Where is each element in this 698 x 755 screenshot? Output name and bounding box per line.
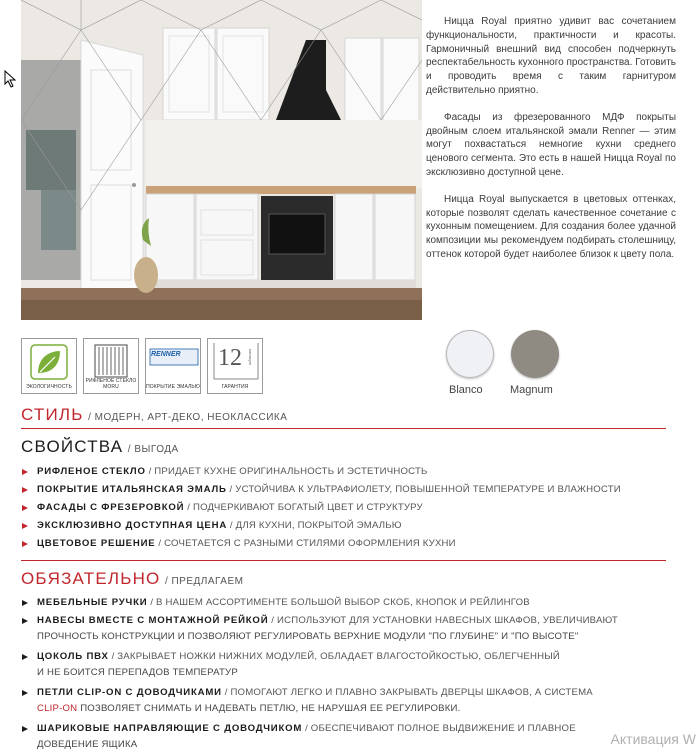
properties-list bbox=[21, 466, 691, 556]
icon-caption: ПОКРЫТИЕ ЭМАЛЬЮ bbox=[146, 383, 200, 390]
style-title: СТИЛЬ bbox=[21, 405, 84, 424]
mouse-cursor-icon bbox=[4, 70, 18, 88]
swatch-label-magnum: Magnum bbox=[510, 384, 553, 396]
guarantee-number: 12 bbox=[218, 345, 242, 371]
properties-subtitle: / ВЫГОДА bbox=[127, 444, 179, 455]
list-item: ЦВЕТОВОЕ РЕШЕНИЕ / СОЧЕТАЕТСЯ С РАЗНЫМИ СТИЛЯМИ ОФОРМЛЕНИЯ КУХНИ bbox=[21, 538, 691, 556]
kitchen-illustration bbox=[21, 0, 422, 320]
color-swatch-blanco bbox=[446, 330, 494, 378]
list-item: МЕБЕЛЬНЫЕ РУЧКИ / В НАШЕМ АССОРТИМЕНТЕ БОЛЬШОЙ ВЫБОР СКОБ, КНОПОК И РЕЙЛИНГОВ bbox=[21, 597, 691, 615]
mandatory-subtitle: / ПРЕДЛАГАЕМ bbox=[164, 576, 244, 587]
mandatory-list bbox=[21, 597, 691, 755]
icon-caption: РИФЛЕНОЕ СТЕКЛО MORU bbox=[85, 378, 137, 390]
activation-watermark: Активация W bbox=[610, 731, 696, 747]
guarantee-icon bbox=[207, 338, 263, 394]
properties-heading bbox=[21, 437, 179, 457]
list-item: ЦОКОЛЬ ПВХ / ЗАКРЫВАЕТ НОЖКИ НИЖНИХ МОДУЛЕЙ, ОБЛАДАЕТ ВЛАГОСТОЙКОСТЬЮ, ОБЛЕГЧЕННЫЙ И НЕ БОИТСЯ ПЕРЕПАДОВ ТЕМПЕРАТУР bbox=[21, 651, 691, 687]
section-divider bbox=[21, 560, 666, 561]
icon-caption: ГАРАНТИЯ bbox=[221, 383, 249, 390]
description-paragraph: Фасады из фрезерованного МДФ покрыты двойным слоем итальянской эмали Renner — этим могут похвастаться немногие кухни среднего ценового сегмента. Это есть в нашей Ницца Royal по эксклюзивно доступной цене. bbox=[426, 111, 676, 178]
guarantee-unit: месяцев bbox=[248, 349, 253, 365]
leaf-icon bbox=[21, 338, 77, 394]
ribbed-glass-icon bbox=[83, 338, 139, 394]
list-item: ПЕТЛИ CLIP-ON С ДОВОДЧИКАМИ / ПОМОГАЮТ ЛЕГКО И ПЛАВНО ЗАКРЫВАТЬ ДВЕРЦЫ ШКАФОВ, А СИСТЕМА CLIP-ON ПОЗВОЛЯЕТ СНИМАТЬ И НАДЕВАТЬ ПЕТЛЮ, НЕ НАРУШАЯ ЕЕ РЕГУЛИРОВКИ. bbox=[21, 687, 691, 723]
mandatory-title: ОБЯЗАТЕЛЬНО bbox=[21, 569, 161, 588]
section-divider bbox=[21, 428, 666, 429]
swatch-label-blanco: Blanco bbox=[449, 384, 483, 396]
list-item: РИФЛЕНОЕ СТЕКЛО / ПРИДАЕТ КУХНЕ ОРИГИНАЛЬНОСТЬ И ЭСТЕТИЧНОСТЬ bbox=[21, 466, 691, 484]
kitchen-photo bbox=[21, 0, 422, 320]
description-paragraph: Ницца Royal приятно удивит вас сочетанием функциональности, практичности и красоты. Гармоничный внешний вид способен подчеркнуть респектабельность кухонного пространства. Готовить и проводить время с таким гарнитуром действительно приятно. bbox=[426, 16, 676, 96]
product-description bbox=[426, 15, 676, 275]
mandatory-heading bbox=[21, 569, 243, 589]
style-subtitle: / МОДЕРН, АРТ-ДЕКО, НЕОКЛАССИКА bbox=[88, 412, 288, 423]
color-swatch-magnum bbox=[511, 330, 559, 378]
list-item: ФАСАДЫ С ФРЕЗЕРОВКОЙ / ПОДЧЕРКИВАЮТ БОГАТЫЙ ЦВЕТ И СТРУКТУРУ bbox=[21, 502, 691, 520]
feature-icons-row bbox=[21, 338, 263, 394]
list-item: ПОКРЫТИЕ ИТАЛЬЯНСКАЯ ЭМАЛЬ / УСТОЙЧИВА К УЛЬТРАФИОЛЕТУ, ПОВЫШЕННОЙ ТЕМПЕРАТУРЕ И ВЛАЖНОСТИ bbox=[21, 484, 691, 502]
style-heading bbox=[21, 405, 287, 425]
properties-title: СВОЙСТВА bbox=[21, 437, 124, 456]
icon-caption: ЭКОЛОГИЧНОСТЬ bbox=[26, 383, 72, 390]
renner-logo-text: RENNER bbox=[151, 351, 181, 358]
renner-logo bbox=[145, 338, 201, 394]
list-item: НАВЕСЫ ВМЕСТЕ С МОНТАЖНОЙ РЕЙКОЙ / ИСПОЛЬЗУЮТ ДЛЯ УСТАНОВКИ НАВЕСНЫХ ШКАФОВ, УВЕЛИЧИВАЮТ ПРОЧНОСТЬ КОНСТРУКЦИИ И ПОЗВОЛЯЮТ РЕГУЛИРОВАТЬ ВЕРХНИЕ МОДУЛИ "ПО ГЛУБИНЕ" И "ПО ВЫСОТЕ" bbox=[21, 615, 691, 651]
list-item: ШАРИКОВЫЕ НАПРАВЛЯЮЩИЕ С ДОВОДЧИКОМ / ОБЕСПЕЧИВАЮТ ПОЛНОЕ ВЫДВИЖЕНИЕ И ПЛАВНОЕ ДОВЕДЕНИЕ ЯЩИКА bbox=[21, 723, 691, 755]
description-paragraph: Ницца Royal выпускается в цветовых оттенках, которые позволят сделать качественное сочетание с кухонным помещением. Для создания более удачной композиции мы рекомендуем подбирать столешницу, оттенок которой будет наиболее близок к цвету пола. bbox=[426, 193, 676, 260]
list-item: ЭКСКЛЮЗИВНО ДОСТУПНАЯ ЦЕНА / ДЛЯ КУХНИ, ПОКРЫТОЙ ЭМАЛЬЮ bbox=[21, 520, 691, 538]
